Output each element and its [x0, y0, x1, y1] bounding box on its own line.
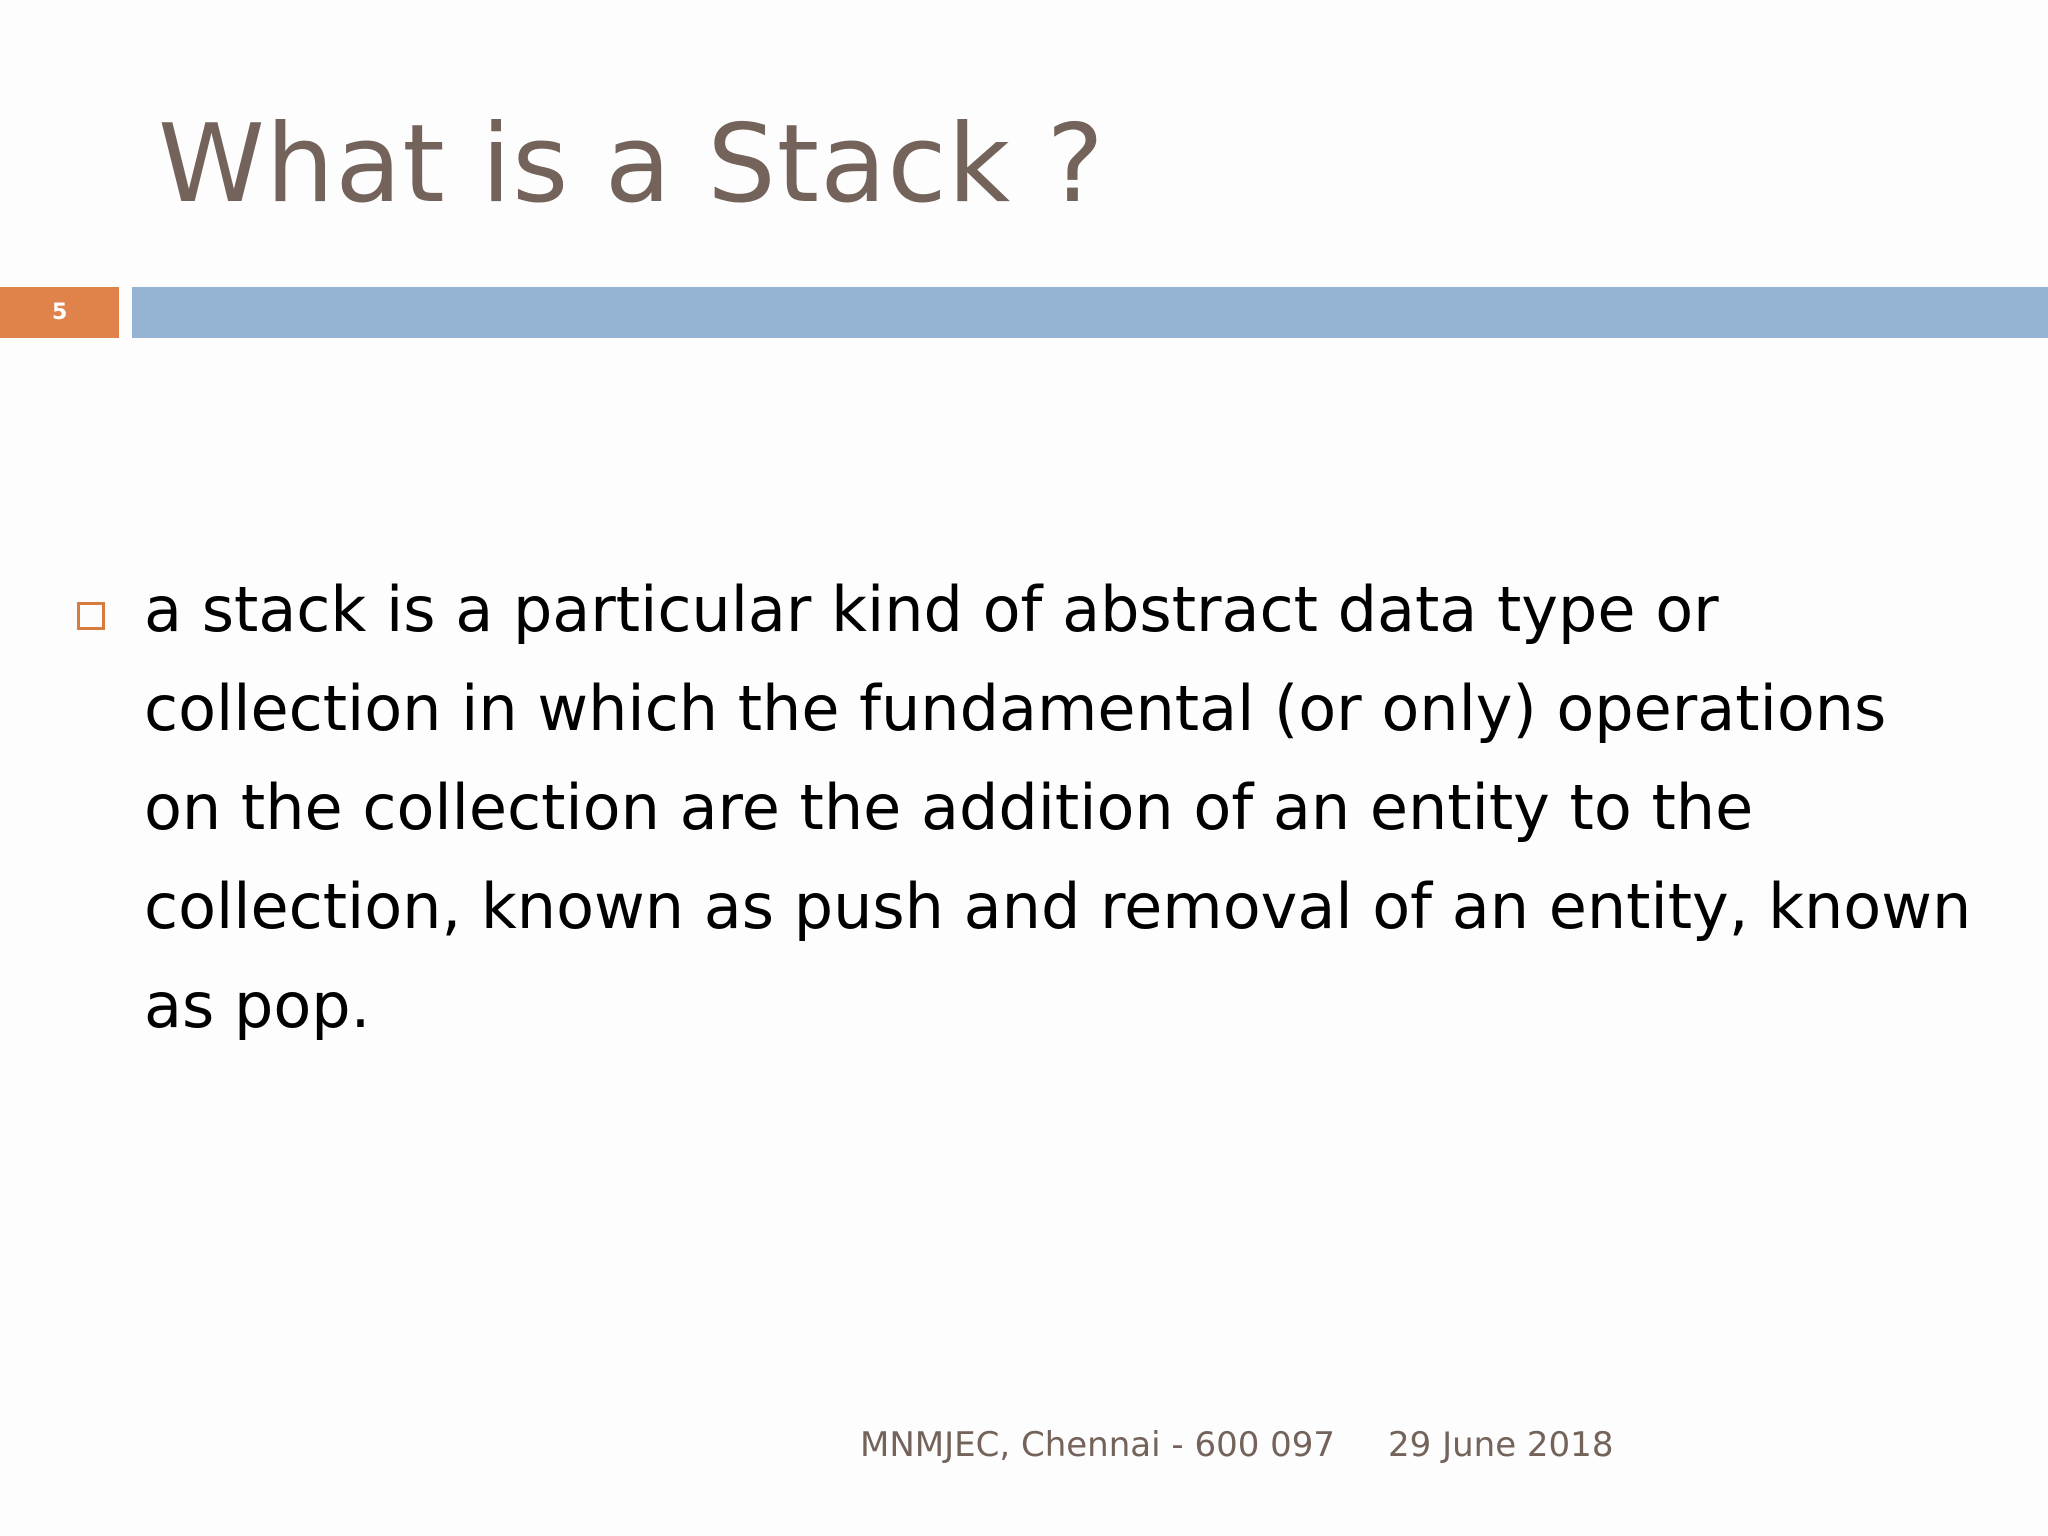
title-accent-bar: [132, 287, 2048, 338]
square-bullet-icon: [77, 602, 105, 630]
footer-date: 29 June 2018: [1388, 1425, 1614, 1465]
bullet-text: a stack is a particular kind of abstract data type or collection in which the fundamental (or only) operations on the collection are the addition of an entity to the collection, known as push and removal of an entity, known as pop.: [144, 573, 1972, 1042]
slide-title: What is a Stack ?: [158, 102, 1105, 227]
footer-institution: MNMJEC, Chennai - 600 097: [860, 1425, 1336, 1465]
slide-number: 5: [52, 300, 68, 325]
